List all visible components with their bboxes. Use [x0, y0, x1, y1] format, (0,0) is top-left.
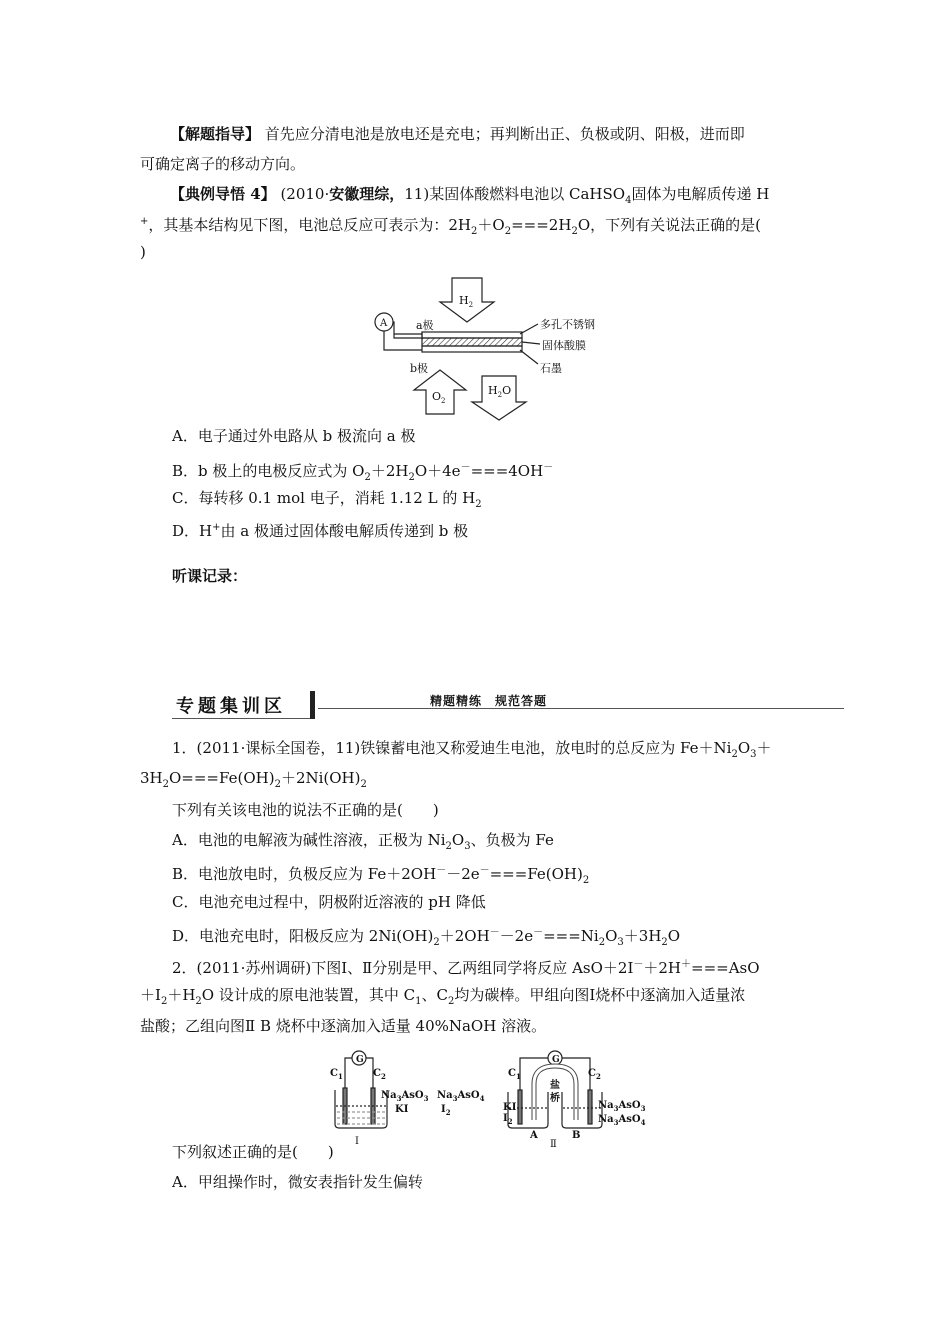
ki-label: KI: [503, 1102, 517, 1113]
q1-line1: [172, 738, 772, 765]
q1-optC: C．电池充电过程中，阴极附近溶液的 pH 降低: [172, 893, 486, 911]
example4-src-bold: 安徽理综，: [329, 185, 405, 203]
sup: +: [212, 522, 221, 533]
sub: 2: [468, 301, 474, 309]
sub: 2: [504, 226, 512, 237]
sub: 3: [617, 937, 624, 948]
text: ＋3H: [623, 927, 662, 945]
sub: 2: [507, 1117, 513, 1126]
sub: 2: [380, 1072, 386, 1081]
sup: －: [633, 959, 644, 970]
example4-optC: [172, 488, 482, 515]
text: A．电池的电解液为碱性溶液，正极为 Ni: [172, 831, 446, 849]
graphite-label: 石墨: [540, 362, 562, 375]
text: O，下列有关说法正确的是(: [577, 216, 761, 234]
c: C: [508, 1068, 516, 1079]
guide-paragraph: [170, 124, 745, 144]
sub: 2: [441, 397, 446, 405]
h: H: [488, 384, 498, 397]
text: ===2H: [511, 216, 572, 234]
q1-stem: 下列有关该电池的说法不正确的是( ): [172, 801, 439, 819]
example4-line3: [140, 242, 146, 262]
membrane-label: 固体酸膜: [542, 339, 586, 352]
o2: O: [432, 390, 442, 403]
example4-src-pre: (2010·: [280, 185, 330, 203]
c2-label: [373, 1068, 386, 1081]
text: O 设计成的原电池装置，其中 C: [201, 986, 416, 1004]
sub: 3: [613, 1118, 619, 1127]
sub: 2: [595, 1072, 601, 1081]
b-pole-label: b极: [410, 362, 429, 375]
q2-stem: 下列叙述正确的是( ): [172, 1143, 334, 1161]
text: 、负极为 Fe: [470, 831, 554, 849]
text: ===AsO: [691, 959, 760, 977]
sub: 2: [408, 472, 415, 483]
text: ===4OH: [470, 462, 544, 480]
example4-optD: [172, 518, 468, 541]
bridge-label-1: 盐: [550, 1080, 560, 1091]
text: ＋I: [140, 986, 161, 1004]
sub: 1: [415, 996, 422, 1007]
c: C: [588, 1068, 596, 1079]
text: ＋: [756, 739, 772, 757]
text: ＋H: [167, 986, 196, 1004]
example4-line2-text: ，其基本结构见下图，电池总反应可表示为：2H: [148, 216, 472, 234]
t: Na: [381, 1090, 397, 1101]
text: A．电子通过外电路从 b 极流向 a 极: [172, 427, 416, 445]
t: AsO: [457, 1090, 480, 1101]
text: D．电池充电时，阳极反应为 2Ni(OH): [172, 927, 434, 945]
text: B．电池放电时，负极反应为 Fe＋2OH: [172, 865, 437, 883]
steel-label: 多孔不锈钢: [540, 318, 595, 331]
text: －2e: [446, 865, 480, 883]
a-label: A: [530, 1130, 538, 1141]
o2-label: [432, 390, 446, 405]
q2-optA: A．甲组操作时，微安表指针发生偏转: [172, 1173, 423, 1191]
sub: 2: [731, 749, 738, 760]
q1-line2: [140, 768, 367, 795]
q2-line2: [140, 985, 745, 1012]
sub: 4: [479, 1094, 485, 1103]
sup: ＋: [681, 959, 692, 970]
a-pole-label: a极: [416, 319, 434, 332]
sub: 3: [464, 841, 471, 852]
c: C: [330, 1068, 338, 1079]
sub: 3: [396, 1094, 402, 1103]
h2: H: [459, 294, 469, 307]
text: ＋2Ni(OH): [280, 769, 361, 787]
c: C: [373, 1068, 381, 1079]
banner-bar: [310, 691, 315, 719]
na3aso3-label: [381, 1090, 429, 1103]
sub: 2: [274, 779, 281, 790]
q2-line1: [172, 955, 760, 978]
sub: 2: [475, 499, 482, 510]
banner-rule: [318, 708, 844, 709]
example4-line2: [140, 212, 761, 242]
b-label: B: [572, 1130, 581, 1141]
sub: 1: [515, 1072, 521, 1081]
guide-paragraph-cont: [140, 154, 305, 174]
text: O: [737, 739, 751, 757]
t: Na: [598, 1100, 614, 1111]
t: I: [441, 1104, 446, 1115]
notes-heading: 听课记录：: [172, 567, 248, 585]
example4-src-sub: 4: [625, 195, 632, 206]
beaker-b-icon: [562, 1092, 602, 1128]
cell-figure-1: [325, 1048, 495, 1148]
text: ===Ni: [543, 927, 599, 945]
example4-src-post: 11)某固体酸燃料电池以 CaHSO: [404, 185, 626, 203]
t: Na: [598, 1114, 614, 1125]
text: O: [451, 831, 465, 849]
sub: 1: [337, 1072, 343, 1081]
sub: 2: [582, 875, 590, 886]
h2o-label: [488, 384, 511, 399]
text: B．b 极上的电极反应式为 O: [172, 462, 365, 480]
text: O: [605, 927, 618, 945]
sub: 2: [195, 996, 202, 1007]
example4-optA: [172, 426, 415, 446]
sup: －: [543, 462, 554, 473]
sub: 2: [571, 226, 578, 237]
sub: 3: [750, 749, 757, 760]
sub: 2: [445, 1108, 451, 1117]
text: O: [667, 927, 681, 945]
o: O: [502, 384, 512, 397]
text: 均为碳棒。甲组向图Ⅰ烧杯中逐滴加入适量浓: [454, 986, 746, 1004]
example4-src-tail: 固体为电解质传递 H: [631, 185, 770, 203]
text: ＋2H: [643, 959, 682, 977]
t: AsO: [401, 1090, 424, 1101]
sub: 2: [598, 937, 606, 948]
sup: －: [436, 865, 447, 876]
membrane-hatch: [422, 338, 522, 346]
sub: 3: [423, 1094, 429, 1103]
na3aso4-label: [437, 1090, 485, 1103]
sup: －: [479, 865, 490, 876]
example4-label: 【典例导悟 4】: [170, 185, 276, 203]
sub: 2: [447, 996, 455, 1007]
banner-title: 专题集训区: [176, 696, 286, 717]
t: I: [503, 1113, 508, 1124]
fig2-label: Ⅱ: [550, 1139, 557, 1148]
t: AsO: [618, 1114, 641, 1125]
sub: 2: [661, 937, 668, 948]
na3aso4-label: [598, 1114, 646, 1127]
text: D．H: [172, 522, 213, 540]
sub: 2: [433, 937, 440, 948]
example4-line1: [170, 184, 769, 211]
text: －2e: [499, 927, 534, 945]
text: O===Fe(OH): [169, 769, 275, 787]
sup: －: [460, 462, 471, 473]
text: 1．(2011·课标全国卷，11)铁镍蓄电池又称爱迪生电池，放电时的总反应为 Fe＋Ni: [172, 739, 732, 757]
bridge-label-2: 桥: [550, 1093, 560, 1104]
q1-optD: [172, 923, 680, 953]
sub: 2: [471, 226, 478, 237]
text: 由 a 极通过固体酸电解质传递到 b 极: [220, 522, 469, 540]
text: 、C: [421, 986, 448, 1004]
na3aso3-label: [598, 1100, 646, 1113]
g-label: G: [356, 1055, 364, 1065]
text: ＋2H: [370, 462, 409, 480]
text: 3H: [140, 769, 163, 787]
cell-figure-2: [500, 1048, 660, 1148]
example4-optB: [172, 458, 553, 488]
sup: －: [489, 927, 500, 938]
ki-label: KI: [395, 1104, 409, 1115]
q1-optA: [172, 830, 554, 857]
sub: 2: [162, 779, 169, 790]
text: C．每转移 0.1 mol 电子，消耗 1.12 L 的 H: [172, 489, 476, 507]
sub: 3: [640, 1104, 646, 1113]
banner-rule-left: [172, 718, 310, 719]
sup: －: [533, 927, 544, 938]
c1-label: [330, 1068, 343, 1081]
sub: 4: [640, 1118, 646, 1127]
text: ): [140, 243, 146, 261]
g-label: G: [552, 1055, 560, 1065]
sub: 2: [497, 391, 503, 399]
text: O＋4e: [414, 462, 461, 480]
text: ===Fe(OH): [489, 865, 583, 883]
sub: 3: [452, 1094, 458, 1103]
sub: 2: [360, 779, 367, 790]
t: AsO: [618, 1100, 641, 1111]
fig1-label: Ⅰ: [355, 1136, 359, 1147]
sub: 2: [364, 472, 371, 483]
q2-line3: 盐酸；乙组向图Ⅱ B 烧杯中逐滴加入适量 40%NaOH 溶液。: [140, 1017, 547, 1035]
example4-sup: +: [140, 216, 149, 227]
meter-label: A: [380, 318, 388, 329]
fuel-cell-figure: [370, 272, 620, 422]
text: ＋2OH: [439, 927, 490, 945]
q1-optB: [172, 861, 589, 891]
text: 2．(2011·苏州调研)下图Ⅰ、Ⅱ分别是甲、乙两组同学将反应 AsO＋2I: [172, 959, 634, 977]
sub: 3: [613, 1104, 619, 1113]
section-banner: [172, 688, 844, 722]
guide-text: 首先应分清电池是放电还是充电；再判断出正、负极或阴、阳极，进而即: [264, 125, 745, 143]
sub: 2: [445, 841, 452, 852]
t: Na: [437, 1090, 453, 1101]
guide-label: 【解题指导】: [170, 125, 261, 143]
h2-label: [459, 294, 473, 309]
i2-label: [441, 1104, 451, 1117]
c1-label: [508, 1068, 521, 1081]
banner-subtitle: 精题精练 规范答题: [430, 694, 548, 708]
text: ＋O: [477, 216, 505, 234]
sub: 2: [160, 996, 168, 1007]
guide-text-cont: 可确定离子的移动方向。: [140, 155, 306, 173]
